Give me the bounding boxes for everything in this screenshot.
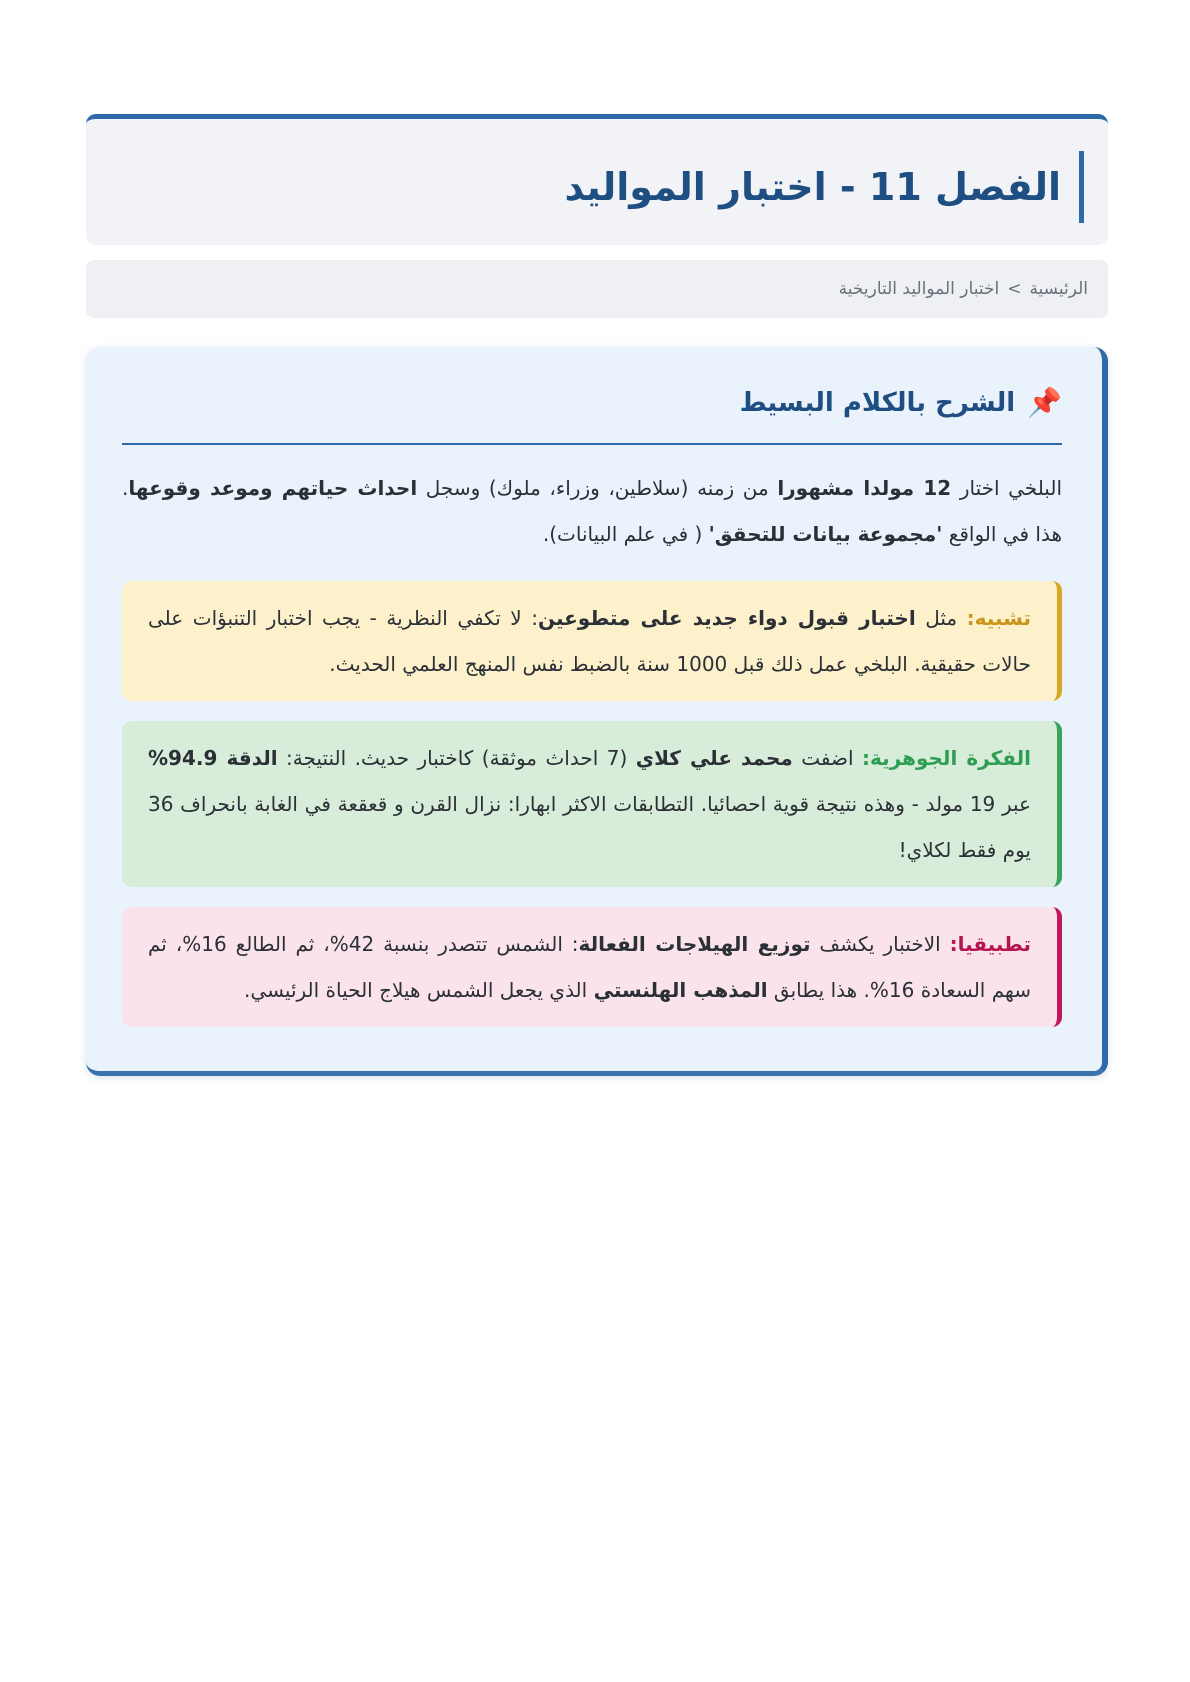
breadcrumb bbox=[86, 260, 1108, 318]
intro-bold-2: احداث حياتهم وموعد وقوعها bbox=[128, 476, 418, 500]
application-lead: تطبيقيا: bbox=[949, 932, 1031, 956]
application-bold-1: توزيع الهيلاجات الفعالة bbox=[578, 932, 811, 956]
core-idea-text-3: عبر 19 مولد - وهذه نتيجة قوية احصائيا. التطابقات الاكثر ابهارا: نزال القرن و قعقعة في الغابة بانحراف 36 يوم فقط لكلاي! bbox=[148, 792, 1031, 862]
application-bold-2: المذهب الهلنستي bbox=[593, 978, 768, 1002]
breadcrumb-current: اختبار المواليد التاريخية bbox=[838, 279, 1000, 299]
analogy-lead: تشبيه: bbox=[966, 606, 1031, 630]
analogy-text-1: مثل bbox=[915, 606, 967, 630]
intro-text-1: البلخي اختار bbox=[951, 476, 1062, 500]
core-idea-bold-2: الدقة 94.9% bbox=[148, 746, 278, 770]
page-title: الفصل 11 - اختبار المواليد bbox=[564, 151, 1084, 223]
page bbox=[86, 114, 1108, 1076]
intro-paragraph bbox=[122, 465, 1062, 557]
core-idea-text-2: (7 احداث موثقة) كاختبار حديث. النتيجة: bbox=[277, 746, 636, 770]
application-text-1: الاختبار يكشف bbox=[810, 932, 950, 956]
chapter-header bbox=[86, 114, 1108, 245]
core-idea-text-1: اضفت bbox=[792, 746, 863, 770]
explanation-card bbox=[86, 347, 1108, 1076]
analogy-bold-1: اختبار قبول دواء جديد على متطوعين bbox=[537, 606, 916, 630]
breadcrumb-separator: > bbox=[1007, 279, 1022, 299]
core-idea-callout bbox=[122, 721, 1062, 887]
section-title-text: الشرح بالكلام البسيط bbox=[739, 388, 1016, 418]
section-title bbox=[122, 383, 1062, 445]
application-callout bbox=[122, 907, 1062, 1027]
analogy-text-2: : لا تكفي النظرية - يجب اختبار التنبؤات على حالات حقيقية. البلخي عمل ذلك قبل 1000 سنة بالضبط نفس المنهج العلمي الحديث. bbox=[148, 606, 1031, 676]
intro-bold-1: 12 مولدا مشهورا bbox=[777, 476, 952, 500]
core-idea-bold-1: محمد علي كلاي bbox=[635, 746, 793, 770]
breadcrumb-home-link[interactable]: الرئيسية bbox=[1029, 279, 1088, 299]
intro-bold-3: 'مجموعة بيانات للتحقق' bbox=[708, 522, 943, 546]
intro-text-4: ( في علم البيانات). bbox=[542, 522, 709, 546]
pushpin-icon: 📌 bbox=[1027, 386, 1062, 419]
application-text-3: الذي يجعل الشمس هيلاج الحياة الرئيسي. bbox=[244, 978, 594, 1002]
intro-text-2: من زمنه (سلاطين، وزراء، ملوك) وسجل bbox=[417, 476, 778, 500]
application-text-2: : الشمس تتصدر بنسبة 42%، ثم الطالع 16%، ثم سهم السعادة 16%. هذا يطابق bbox=[148, 932, 1031, 1002]
core-idea-lead: الفكرة الجوهرية: bbox=[862, 746, 1031, 770]
analogy-callout bbox=[122, 581, 1062, 701]
intro-text-3: . هذا في الواقع bbox=[122, 476, 1062, 546]
